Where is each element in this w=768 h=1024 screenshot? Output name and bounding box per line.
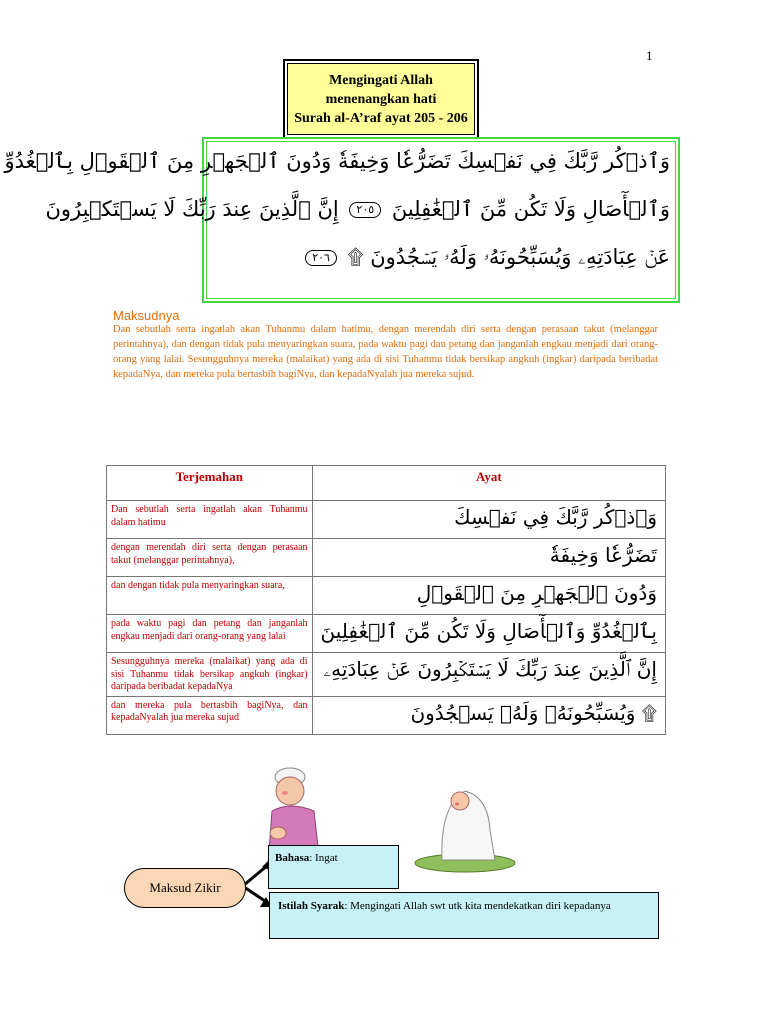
ayat-cell [312, 577, 665, 615]
bahasa-value: : Ingat [309, 852, 338, 864]
terjemahan-cell: dan dengan tidak pula menyaringkan suara, [107, 577, 313, 615]
header-ayat: Ayat [312, 466, 665, 501]
terjemahan-cell: pada waktu pagi dan petang dan janganlah engkau menjadi dari orang-orang yang lalai [107, 615, 313, 653]
arabic-verse-box [4, 137, 680, 303]
arabic-line-1: وَٱذۡكُر رَّبَّكَ فِي نَفۡسِكَ تَضَرُّعٗا وَخِيفَةٗ وَدُونَ ٱلۡجَهۡرِ مِنَ ٱلۡقَوۡلِ بِٱلۡغُدُوِّ [4, 149, 670, 173]
ayat-cell [312, 653, 665, 697]
ayat-text: بِٱلۡغُدُوِّ وَٱلۡأٓصَالِ وَلَا تَكُن مِّنَ ٱلۡغَٰفِلِينَ [320, 619, 657, 643]
istilah-definition-box [269, 892, 659, 939]
ayat-text: وَٱذۡكُر رَّبَّكَ فِي نَفۡسِكَ [454, 505, 657, 529]
terjemahan-cell: dengan merendah diri serta dengan perasaan takut (melanggar perintahnya), [107, 539, 313, 577]
table-header-row [107, 466, 666, 501]
ayat-text: تَضَرُّعٗا وَخِيفَةٗ [549, 543, 657, 567]
table-row [107, 539, 666, 577]
arabic-line-2a: وَٱلۡأٓصَالِ وَلَا تَكُن مِّنَ ٱلۡغَٰفِلِينَ [391, 197, 670, 221]
ayat-cell [312, 539, 665, 577]
bahasa-definition-box [268, 845, 399, 889]
terjemahan-cell: Sesungguhnya mereka (malaikat) yang ada di sisi Tuhanmu tidak bersikap angkuh (ingkar) daripada beribadat kepadaNya [107, 653, 313, 697]
istilah-label: Istilah Syarak [278, 900, 345, 912]
page-number: 1 [646, 48, 653, 63]
header-terjemahan: Terjemahan [107, 466, 313, 501]
maksudnya-heading: Maksudnya [113, 308, 180, 323]
table-row [107, 615, 666, 653]
translation-table [106, 465, 666, 735]
terjemahan-cell: dan mereka pula bertasbih bagiNya, dan kepadaNyalah jua mereka sujud [107, 696, 313, 734]
arabic-line-3-text: عَنۡ عِبَادَتِهِۦ وَيُسَبِّحُونَهُۥ وَلَهُۥ يَسۡجُدُونَ ۩ [347, 245, 670, 269]
arabic-line-2b: إِنَّ ٱلَّذِينَ عِندَ رَبِّكَ لَا يَسۡتَكۡبِرُونَ [45, 197, 339, 221]
ayat-text: وَدُونَ ٱلۡجَهۡرِ مِنَ ٱلۡقَوۡلِ [416, 581, 657, 605]
table-row [107, 501, 666, 539]
ayat-cell [312, 696, 665, 734]
bahasa-label: Bahasa [275, 852, 310, 864]
maksudnya-text: Dan sebutlah serta ingatlah akan Tuhanmu dalam hatimu, dengan merendah diri serta dengan perasaan takut (melanggar perintahnya), dan dengan tidak pula menyaringkan suara, pada waktu pagi dan petang dan janganlah engkau menjadi dari orang-orang yang lalai. Sesungguhnya mereka (malaikat) yang ada di sisi Tuhanmu tidak bersikap angkuh (ingkar) daripada beribadat kepadaNya, dan mereka pula bertasbih bagiNya, dan kepadaNyalah jua mereka sujud. [113, 324, 658, 380]
praying-girl-illustration [410, 775, 520, 875]
title-box [287, 63, 475, 135]
ayah-marker-206: ٢٠٦ [305, 250, 337, 266]
ayat-cell [312, 615, 665, 653]
ayah-marker-205: ٢٠٥ [349, 202, 381, 218]
title-line-1: Mengingati Allah menenangkan hati [325, 72, 437, 107]
arabic-line-2 [45, 197, 670, 221]
arabic-line-3 [301, 245, 670, 270]
terjemahan-cell: Dan sebutlah serta ingatlah akan Tuhanmu dalam hatimu [107, 501, 313, 539]
table-row [107, 577, 666, 615]
ayat-text: وَيُسَبِّحُونَهُۥ وَلَهُۥ يَسۡجُدُونَ ۩ [410, 700, 657, 725]
istilah-value: : Mengingati Allah swt utk kita mendekatkan diri kepadanya [344, 900, 611, 912]
ayat-text: إِنَّ ٱلَّذِينَ عِندَ رَبِّكَ لَا يَسۡتَكۡبِرُونَ عَنۡ عِبَادَتِهِۦ [323, 657, 657, 681]
title-line-2: Surah al-A’raf ayat 205 - 206 [294, 110, 468, 126]
table-row [107, 653, 666, 697]
ayat-cell [312, 501, 665, 539]
maksud-zikir-node: Maksud Zikir [124, 868, 246, 908]
table-row [107, 696, 666, 734]
